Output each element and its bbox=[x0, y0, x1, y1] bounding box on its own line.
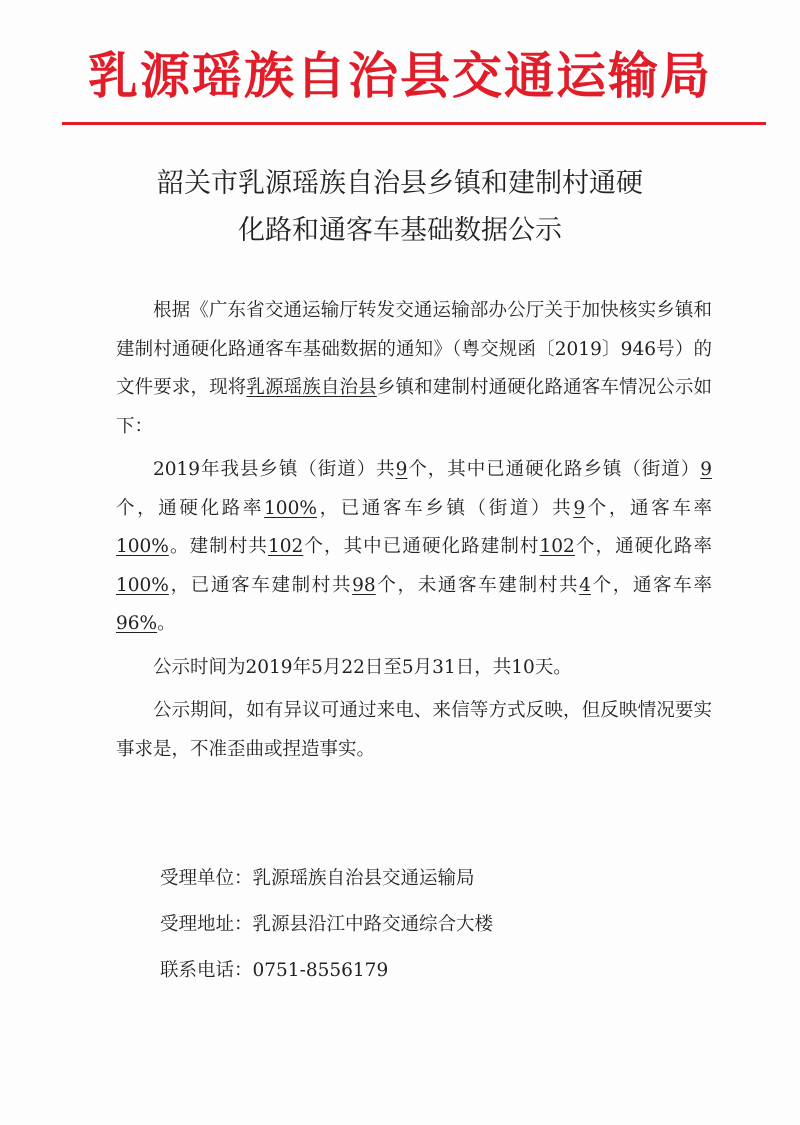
basis-text-b: 乡镇和建制村通硬化路通客车情况公示如下： bbox=[116, 377, 712, 437]
stat-text: ，已通客车建制村共 bbox=[168, 574, 353, 596]
villages-bus-value: 98 bbox=[352, 574, 376, 596]
contact-phone: 联系电话：0751-8556179 bbox=[160, 960, 389, 981]
towns-total-value: 9 bbox=[395, 459, 408, 480]
towns-bus-value: 9 bbox=[573, 497, 586, 519]
stat-text: 个，其中已通硬化路乡镇（街道） bbox=[407, 459, 701, 480]
title-line-1: 韶关市乳源瑶族自治县乡镇和建制村通硬 bbox=[157, 168, 643, 199]
stat-text: 个，通硬化路率 bbox=[116, 497, 265, 519]
stat-text: 2019年我县乡镇（街道）共 bbox=[153, 459, 396, 480]
title-line-2: 化路和通客车基础数据公示 bbox=[238, 215, 562, 246]
stat-text: 。 bbox=[157, 613, 176, 634]
villages-paved-rate-value: 100% bbox=[116, 574, 169, 596]
contact-address: 受理地址：乳源县沿江中路交通综合大楼 bbox=[160, 914, 494, 935]
stat-text: 个，通客车率 bbox=[585, 497, 712, 519]
paragraph-statistics bbox=[116, 451, 712, 644]
county-name-underlined: 乳源瑶族自治县 bbox=[246, 377, 377, 398]
contact-block bbox=[160, 856, 720, 994]
paragraph-objection: 公示期间，如有异议可通过来电、来信等方式反映，但反映情况要实事求是，不准歪曲或捏造事实。 bbox=[116, 700, 712, 760]
villages-paved-value: 102 bbox=[539, 536, 575, 557]
villages-total-value: 102 bbox=[267, 536, 304, 557]
document-body bbox=[116, 292, 712, 774]
stat-text: ，已通客车乡镇（街道）共 bbox=[316, 497, 574, 519]
paragraph-period: 公示时间为2019年5月22日至5月31日，共10天。 bbox=[153, 656, 572, 678]
towns-bus-rate-value: 100% bbox=[116, 536, 169, 557]
document-title bbox=[60, 160, 740, 254]
stat-text: 。建制村共 bbox=[168, 536, 268, 557]
stat-text: 个，通硬化路率 bbox=[574, 536, 712, 557]
contact-unit: 受理单位：乳源瑶族自治县交通运输局 bbox=[160, 868, 475, 889]
villages-bus-rate-value: 96% bbox=[116, 613, 158, 634]
basis-text-a: 根据《广东省交通运输厅转发交通运输部办公厅关于加快核实乡镇和建制村通硬化路通客车基础数据的通知》（粤交规函〔2019〕946号）的文件要求，现将 bbox=[116, 300, 712, 398]
stat-text: 个，未通客车建制村共 bbox=[375, 574, 580, 596]
stat-text: 个，其中已通硬化路建制村 bbox=[303, 536, 540, 557]
letterhead-red-rule bbox=[62, 122, 766, 125]
towns-paved-value: 9 bbox=[700, 459, 712, 480]
villages-no-bus-value: 4 bbox=[579, 574, 591, 596]
towns-paved-rate-value: 100% bbox=[264, 497, 317, 519]
stat-text: 个，通客车率 bbox=[590, 574, 712, 596]
paragraph-basis bbox=[116, 292, 712, 446]
letterhead-org-name: 乳源瑶族自治县交通运输局 bbox=[88, 47, 712, 105]
